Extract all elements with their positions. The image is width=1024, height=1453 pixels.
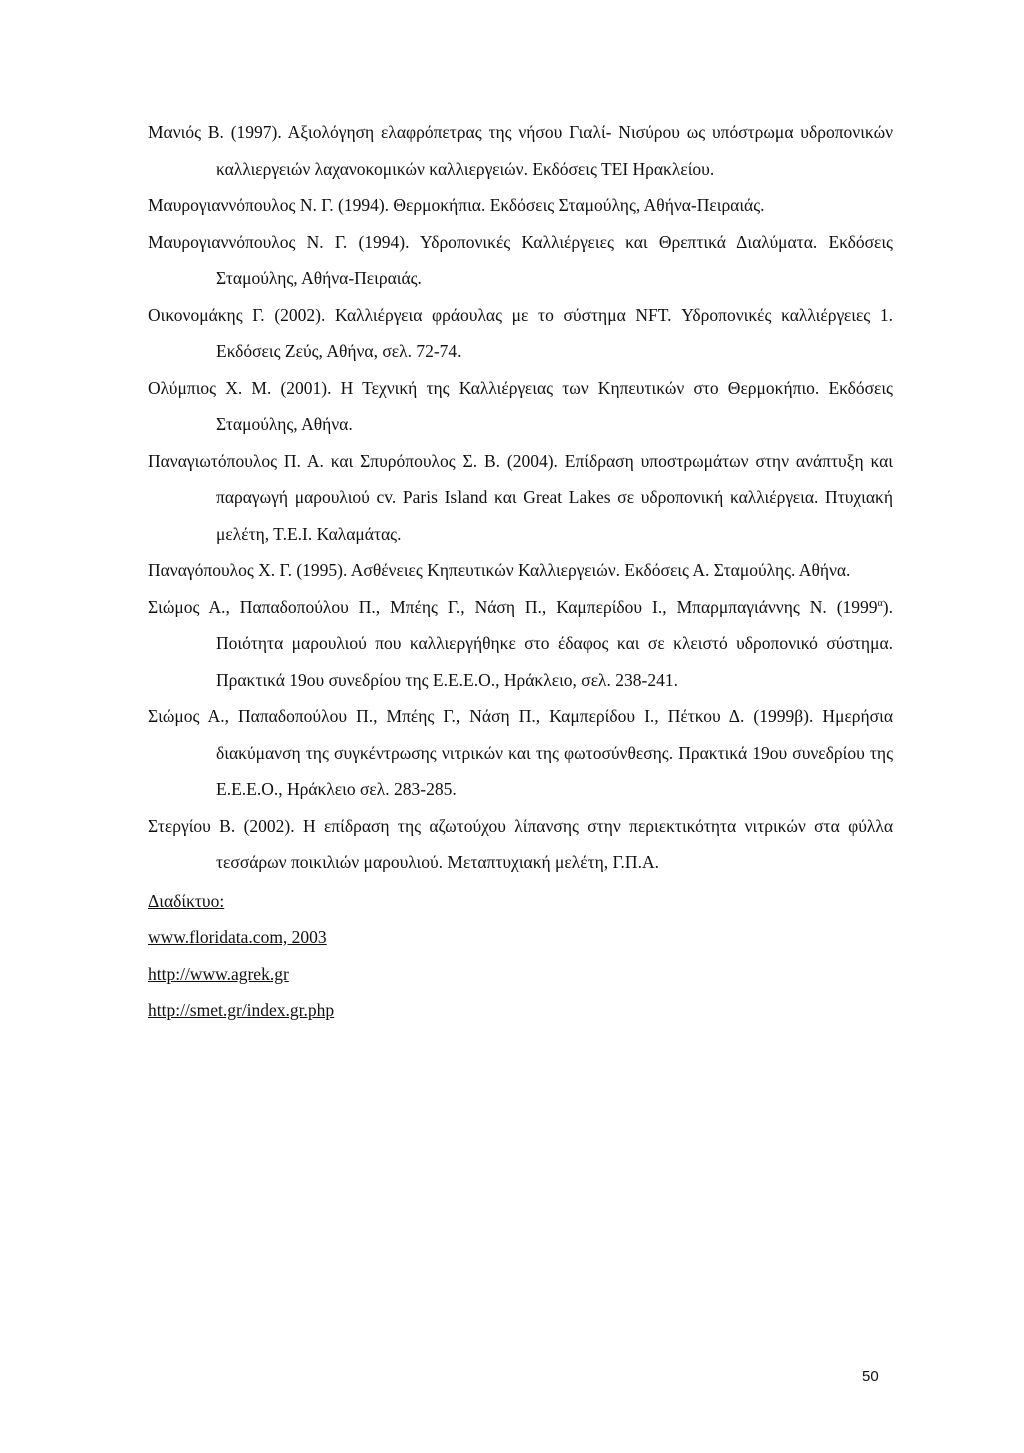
reference-entry: Μαυρογιαννόπουλος Ν. Γ. (1994). Υδροπονικές Καλλιέργειες και Θρεπτικά Διαλύματα. Εκδόσεις Σταμούλης, Αθήνα-Πειραιάς. [148, 231, 893, 288]
reference-text: ). Ποιότητα μαρουλιού που καλλιεργήθηκε στο έδαφος και σε κλειστό υδροπονικό σύστημα. Πρακτικά 19ου συνεδρίου της Ε.Ε.Ε.Ο., Ηράκλειο, σελ. 238-241. [216, 596, 893, 690]
reference-entry: Οικονομάκης Γ. (2002). Καλλιέργεια φράουλας με το σύστημα NFT. Υδροπονικές καλλιέργειες 1. Εκδόσεις Ζεύς, Αθήνα, σελ. 72-74. [148, 304, 893, 361]
link-agrek[interactable]: http://www.agrek.gr [148, 963, 289, 984]
link-floridata[interactable]: www.floridata.com, 2003 [148, 927, 327, 947]
reference-list [148, 114, 893, 1029]
reference-entry: Παναγιωτόπουλος Π. Α. και Σπυρόπουλος Σ. Β. (2004). Επίδραση υποστρωμάτων στην ανάπτυξη και παραγωγή μαρουλιού cv. Paris Island και Great Lakes σε υδροπονική καλλιέργεια. Πτυχιακή μελέτη, Τ.Ε.Ι. Καλαμάτας. [148, 450, 893, 544]
reference-entry: Μαυρογιαννόπουλος Ν. Γ. (1994). Θερμοκήπια. Εκδόσεις Σταμούλης, Αθήνα-Πειραιάς. [148, 195, 765, 215]
reference-entry [148, 589, 893, 699]
internet-heading: Διαδίκτυο: [148, 890, 225, 911]
reference-text: Σιώμος Α., Παπαδοπούλου Π., Μπέης Γ., Νάση Π., Καμπερίδου Ι., Μπαρμπαγιάννης Ν. (1999 [148, 596, 878, 617]
reference-entry: Μανιός Β. (1997). Αξιολόγηση ελαφρόπετρας της νήσου Γιαλί- Νισύρου ως υπόστρωμα υδροπονικών καλλιεργειών λαχανοκομικών καλλιεργειών. Εκδόσεις ΤΕΙ Ηρακλείου. [148, 122, 893, 179]
reference-entry: Ολύμπιος Χ. Μ. (2001). Η Τεχνική της Καλλιέργειας των Κηπευτικών στο Θερμοκήπιο. Εκδόσεις Σταμούλης, Αθήνα. [148, 377, 893, 434]
reference-superscript: α [877, 597, 883, 609]
reference-entry: Σιώμος Α., Παπαδοπούλου Π., Μπέης Γ., Νάση Π., Καμπερίδου Ι., Πέτκου Δ. (1999β). Ημερήσια διακύμανση της συγκέντρωσης νιτρικών και της φωτοσύνθεσης. Πρακτικά 19ου συνεδρίου της Ε.Ε.Ε.Ο., Ηράκλειο σελ. 283-285. [148, 706, 893, 799]
reference-entry: Στεργίου Β. (2002). Η επίδραση της αζωτούχου λίπανσης στην περιεκτικότητα νιτρικών στα φύλλα τεσσάρων ποικιλιών μαρουλιού. Μεταπτυχιακή μελέτη, Γ.Π.Α. [148, 815, 893, 872]
link-smet[interactable]: http://smet.gr/index.gr.php [148, 1000, 335, 1020]
reference-entry: Παναγόπουλος Χ. Γ. (1995). Ασθένειες Κηπευτικών Καλλιεργειών. Εκδόσεις Α. Σταμούλης. Αθήνα. [148, 560, 851, 580]
page-number: 50 [862, 1368, 879, 1385]
